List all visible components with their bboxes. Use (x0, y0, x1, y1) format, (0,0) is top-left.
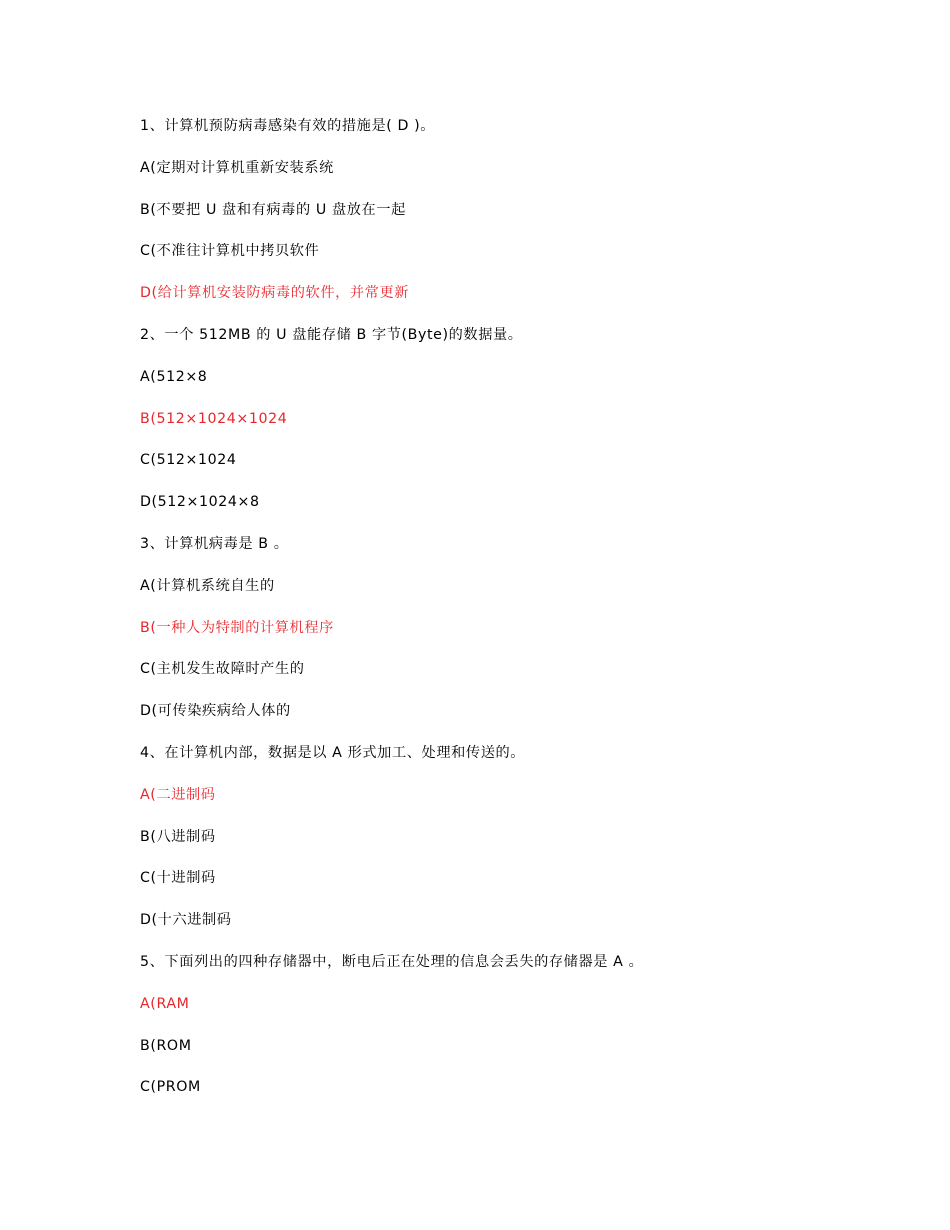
question-3-option-b-correct: B(一种人为特制的计算机程序 (140, 619, 334, 636)
question-1-option-c: C(不准往计算机中拷贝软件 (140, 243, 320, 260)
question-2-option-d: D(512×1024×8 (140, 494, 260, 511)
question-4-option-a-correct: A(二进制码 (140, 786, 216, 803)
question-1-option-d-correct: D(给计算机安装防病毒的软件，并常更新 (140, 285, 410, 302)
question-4-text: 4、在计算机内部，数据是以 A 形式加工、处理和传送的。 (140, 744, 526, 761)
question-4-option-d: D(十六进制码 (140, 912, 232, 929)
question-4-option-c: C(十进制码 (140, 870, 216, 887)
question-3-option-c: C(主机发生故障时产生的 (140, 661, 305, 678)
question-5-option-b: B(ROM (140, 1037, 192, 1054)
question-1-option-b: B(不要把 U 盘和有病毒的 U 盘放在一起 (140, 201, 406, 218)
question-4-option-b: B(八进制码 (140, 828, 216, 845)
question-5-option-c: C(PROM (140, 1079, 201, 1096)
question-2-option-a: A(512×8 (140, 368, 208, 385)
question-3-option-d: D(可传染疾病给人体的 (140, 703, 291, 720)
question-5-option-a-correct: A(RAM (140, 995, 190, 1012)
question-1-option-a: A(定期对计算机重新安装系统 (140, 159, 334, 176)
question-2-option-b-correct: B(512×1024×1024 (140, 410, 288, 427)
question-3-text: 3、计算机病毒是 B 。 (140, 535, 289, 552)
question-list (140, 112, 860, 1115)
question-2-text: 2、一个 512MB 的 U 盘能存储 B 字节(Byte)的数据量。 (140, 326, 523, 343)
question-2-option-c: C(512×1024 (140, 452, 237, 469)
question-5-text: 5、下面列出的四种存储器中，断电后正在处理的信息会丢失的存储器是 A 。 (140, 953, 644, 970)
question-1-text: 1、计算机预防病毒感染有效的措施是( D )。 (140, 118, 436, 134)
question-3-option-a: A(计算机系统自生的 (140, 577, 275, 594)
